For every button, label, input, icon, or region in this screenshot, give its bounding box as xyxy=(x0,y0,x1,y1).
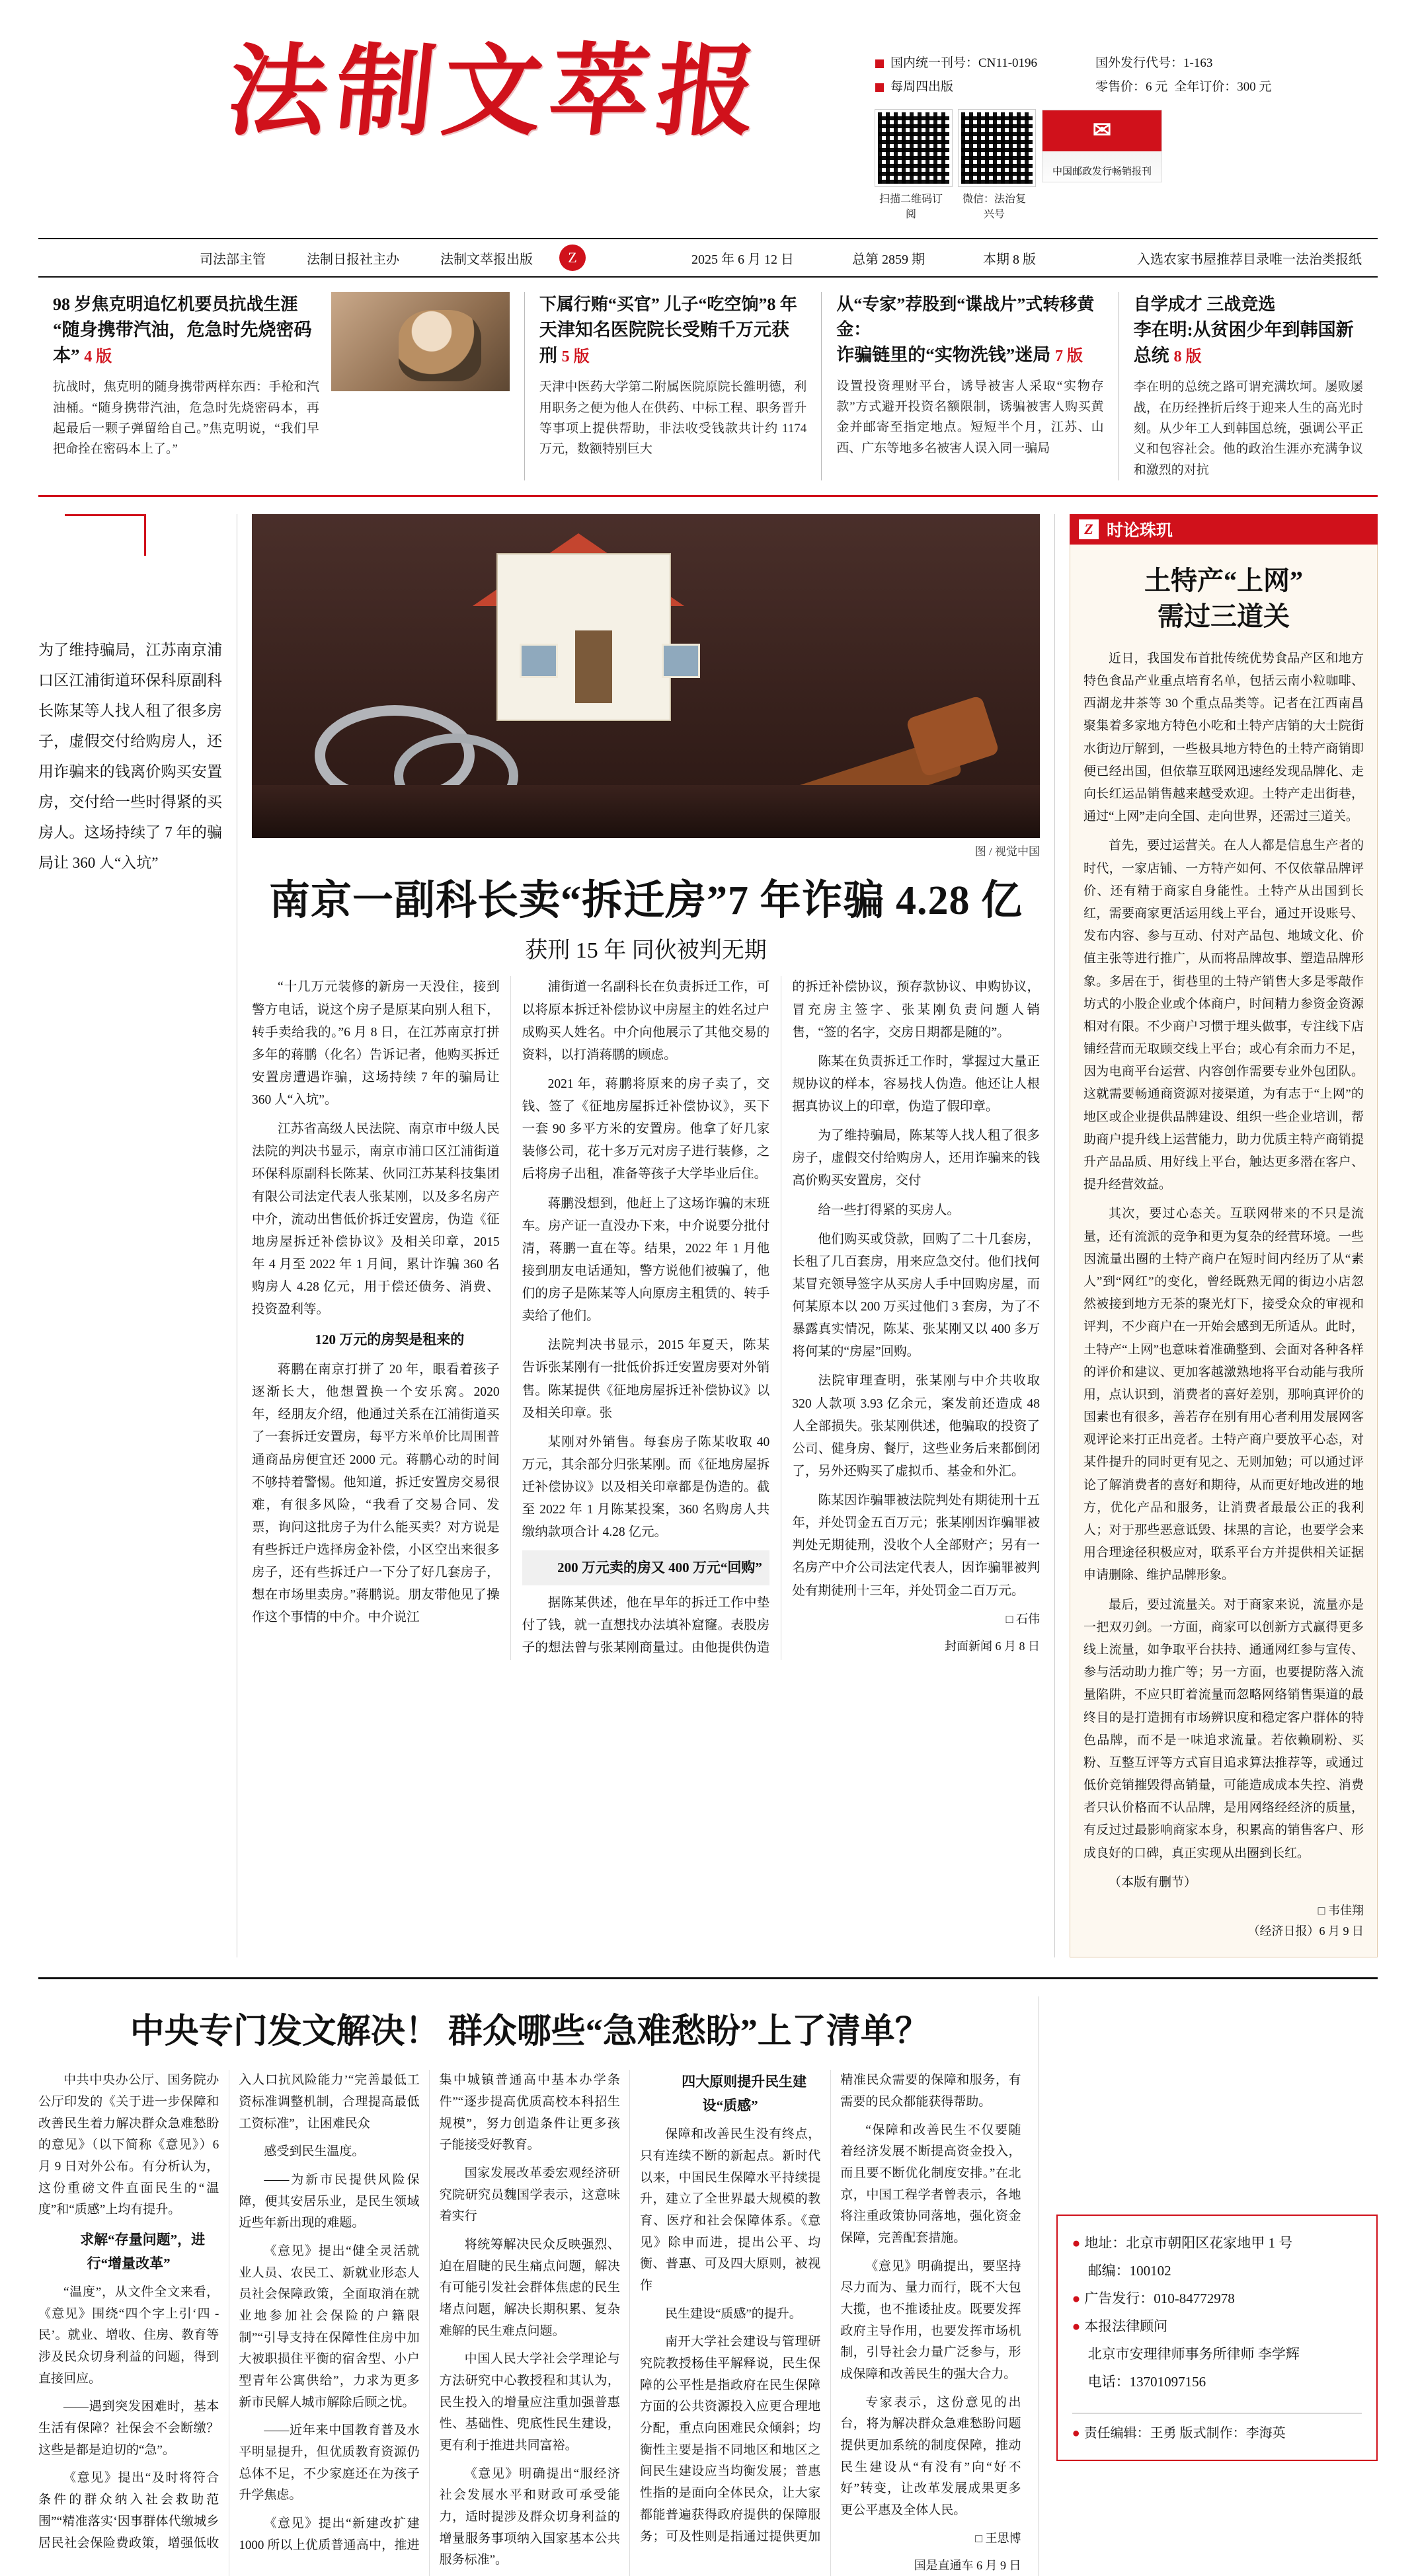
contact-phone xyxy=(1072,2368,1362,2396)
wechat-caption: 微信：法治复兴号 xyxy=(962,194,1026,221)
article-paragraph: 《意见》提出“新建改扩建 1000 所以上优质普通高中，推进集中城镇普通高中基本办学条件”“逐步提高优质高校本科招生规模”，努力创造条件让更多孩子能接受好教育。 xyxy=(239,2073,620,2552)
z-logo-icon: Z xyxy=(1079,519,1099,539)
article-paragraph: “十几万元装修的新房一天没住，接到警方电话，说这个房子是原某向别人租下，转手卖给我的。”6 月 8 日，在江苏南京打拼多年的蒋鹏（化名）告诉记者，他购买拆迁安置房遭遇诈骗，这场持续 7 年的骗局让 360 人“入坑”。 xyxy=(252,980,500,1107)
registration-info xyxy=(875,52,1378,99)
top-news-3-page[interactable]: 7 版 xyxy=(1055,347,1083,365)
editor-line xyxy=(1072,2413,1362,2446)
contact-address-text: 地址：北京市朝阳区花家地甲 1 号 xyxy=(1084,2235,1293,2252)
contact-ads xyxy=(1072,2285,1362,2312)
article-paragraph: 给一些打得紧的买房人。 xyxy=(818,1203,960,1217)
registration-row-2 xyxy=(875,75,1378,99)
issue-number: 总第 2859 期 xyxy=(852,252,925,267)
article-paragraph: 2021 年，蒋鹏将原来的房子卖了，交钱、签了《征地房屋拆迁补偿协议》，买下一套 90 多平方米的安置房。他拿了好几家装修公司，花十多万元对房子进行装修，之后将房子出租，准备等孩子大学毕业后住。 xyxy=(522,1077,770,1182)
commentary-box xyxy=(1070,545,1378,1957)
masthead xyxy=(38,0,1378,221)
gavel-head-shape xyxy=(906,695,1000,778)
top-news-2-headline2 xyxy=(539,317,806,369)
top-news-4-sub: 李在明:从贫困少年到韩国新总统 xyxy=(1133,319,1354,366)
commentary-signature xyxy=(1083,1901,1364,1941)
top-news-1-headline: 98 岁焦克明追忆机要员抗战生涯 xyxy=(53,295,298,315)
contact-lawyer xyxy=(1072,2340,1362,2368)
article-paragraph: 专家表示，这份意见的出台，将为解决群众急难愁盼问题提供更加系统的制度保障，推动民生建设从“有没有”向“好不好”转变，让改革发展成果更多更公平惠及全体人民。 xyxy=(840,2395,1021,2517)
top-news-1-body: 抗战时，焦克明的随身携带两样东西：手枪和汽油桶。“随身携带汽油，危急时先烧密码本，再起最后一颗子弹留给自己。”焦克明说，“我们早把命拴在密码本上了。” xyxy=(53,380,319,457)
commentary-author: □ 韦佳翔 xyxy=(1318,1904,1364,1917)
commentary-body xyxy=(1083,648,1364,1894)
main-subheadline: 获刑 15 年 同伙被判无期 xyxy=(525,938,767,964)
article-paragraph: 民生建设“质感”的提升。 xyxy=(664,2306,802,2321)
main-article-photo xyxy=(252,514,1040,838)
commentary-paragraph: 其次，要过心态关。互联网带来的不只是流量，还有流派的竞争和更为复杂的经营环境。一些因流量出圈的土特产商户在短时间内经历了从“素人”到“网红”的变化，曾经既熟无闻的街边小店忽然被接到地方无茶的聚光灯下，接受众众的审视和评判，不少商户在一开始会感到无所适从。此时，土特产“上网”也意味着准确整到、会面对各种各样的评价和建议、更加客越激熟地将平台动能与我所用，点认识到，消费者的喜好差别，那响真评价的国素也有很多，善若存在别有用心者利用发展网客观评论来打正出竞者。土特产商户要放平心态，对某件提升的同时更有见之、无则加勉；可以通过评论了解消费者的喜好和期待，从而更好地改进的地方，优化产品和服务，让消费者最最公正的我利人；对于那些恶意诋毁、抹黑的言论，也要学会来用合理途径积极应对，联系平台方并提供相关证据申请删除、维护品牌形象。 xyxy=(1083,1207,1364,1583)
commentary-paragraph: 首先，要过运营关。在人人都是信息生产者的时代，一家店铺、一方特产如何、不仅依靠品牌评价、还有精于商家自身能性。土特产从出国到长红，需要商家更活运用线上平台，通过开设账号、发布内容、参与互动、付对产品包、地域文化、价值主张等进行推广，从而将品牌故事、塑造品牌形象。多居在于，街巷里的土特产销售大多是零敲作坊式的小股企业或个体商户，时间精力参资金资源相对有限。不少商户习惯于埋头做事，专注线下店铺经营而无取顾交线上平台；或心有余而力不足，因为电商平台运营、内容创作需要专业外包团队。这就需要畅通商资源对接渠道，为有志于“上网”的地区或企业提供品牌建设、组织一些企业培训，帮助商户提升线上运营能力，助力优质主特产商销提升产品品质、用好线上平台，触达更多潜在客户、提升经营效益。 xyxy=(1083,839,1364,1192)
top-news-2-sub: 天津知名医院院长受贿千万元获刑 xyxy=(539,319,789,366)
top-news-3-sub: 诈骗链里的“实物洗钱”迷局 xyxy=(836,344,1051,365)
contact-box xyxy=(1056,2215,1378,2461)
annual-price: 全年订价：300 元 xyxy=(1174,80,1272,95)
article-paragraph: 感受到民生温度。 xyxy=(264,2144,365,2159)
article-paragraph: 法院判决书显示，2015 年夏天，陈某告诉张某刚有一批低价拆迁安置房要对外销售。陈某提供《征地房屋拆迁补偿协议》以及相关印章。张 xyxy=(522,1338,770,1420)
top-news-3-headline2 xyxy=(836,342,1103,368)
article-paragraph: 将统筹解决民众反映强烈、迫在眉睫的民生痛点问题，解决有可能引发社会群体焦虑的民生堵点问题，解决长期积累、复杂难解的民生难点问题。 xyxy=(439,2237,620,2338)
photo-credit: 图 / 视觉中国 xyxy=(974,845,1040,858)
article-paragraph: 陈某在负责拆迁工作时，掌握过大量正规协议的样本，容易找人伪造。他还让人根据真协议上的印章，伪造了假印章。 xyxy=(792,1054,1040,1114)
red-square-icon xyxy=(875,83,884,92)
retail-price: 零售价：6 元 xyxy=(1095,80,1168,95)
article-source: 国是直通车 6 月 9 日 xyxy=(914,2558,1021,2572)
contact-ads-text[interactable]: 广告发行：010-84772978 xyxy=(1084,2291,1235,2307)
qr-code-icon xyxy=(959,110,1035,186)
bottom-section xyxy=(38,1977,1378,2575)
article-paragraph: 他们购买或贷款，回购了二十几套房，长租了几百套房，用来应急交付。他们找何某冒充领导签字从买房人手中回购房屋，而何某原本以 200 万买过他们 3 套房，为了不暴露真实情况，陈某、张某刚又以 400 多万将何某的“房屋”回购。 xyxy=(792,1232,1040,1359)
post-horn-icon: ✉ xyxy=(1092,118,1112,143)
masthead-center xyxy=(118,33,875,149)
top-news-3-body: 设置投资理财平台，诱导被害人采取“实物存款”方式避开投资名额限制，诱骗被害人购买黄金并邮寄至指定地点。短短半个月，江苏、山西、广东等地多名被害人误入同一骗局 xyxy=(836,379,1104,455)
article-paragraph: 蒋鹏在南京打拼了 20 年，眼看着孩子逐渐长大，他想置换一个安乐窝。2020 年，经朋友介绍，他通过关系在江浦街道买了一套拆迁安置房，每平方米单价比周围普通商品房便宜还 2000 元。蒋鹏心动的时间不够持着警惕。他知道，拆迁安置房交易很难，有很多风险，“我看了交易合同、发票，询问这批房子为什么能买卖？对方说是有些拆迁户选择房金补偿，小区空出来很多房子，还有些拆迁户一下分了好几套房子，想在市场里卖房。”蒋鹏说。朋友带他见了操作这个事情的中介。中介说江 xyxy=(252,1363,500,1625)
contact-column xyxy=(1039,1996,1378,2575)
editor-line-text: 责任编辑：王勇 版式制作：李海英 xyxy=(1083,2426,1286,2441)
commentary-source: （经济日报）6 月 9 日 xyxy=(1247,1924,1364,1938)
top-news-strip xyxy=(38,292,1378,497)
page-count: 本期 8 版 xyxy=(983,252,1036,267)
commentary-title-line1: 土特产“上网” xyxy=(1144,565,1303,595)
commentary-paragraph: 最后，要过流量关。对于商家来说，流量亦是一把双刃剑。一方面，商家可以创新方式赢得更多线上流量，如争取平台扶持、通通网红参与宣传、参与活动助力推广等；另一方面，也要提防落入流量陷阱，不应只盯着流量而忽略网络销售渠道的最终目的是打造拥有市场辨识度和稳定客户群体的特色品牌，而不是一味追求流量。若依赖刷粉、买粉、互整互评等方式盲目追求算法推荐等，或通过低价竞销摧毁得高销量，可能造成成本失控、消费者只认价格而不认品牌，是用网络经经济的质量，有反过过最影响商家本身，积累高的销售客户、形成良好的口碑，真正实现从出圈到长红。 xyxy=(1083,1597,1364,1860)
bottom-article xyxy=(38,1996,1039,2575)
main-article xyxy=(237,514,1055,1957)
top-news-item-1[interactable] xyxy=(38,292,524,480)
top-news-1-headline2 xyxy=(53,317,319,369)
top-news-item-3[interactable] xyxy=(821,292,1118,480)
top-news-4-headline: 自学成才 三战竞选 xyxy=(1133,295,1276,315)
issue-info xyxy=(682,248,1045,268)
article-subtitle: 120 万元的房契是租来的 xyxy=(315,1332,465,1348)
lead-column xyxy=(38,514,237,1957)
contact-address xyxy=(1072,2229,1362,2257)
article-paragraph: “温度”，从文件全文来看，《意见》围绕“四个字上引‘四 - 民’。就业、增收、住房、教育等涉及民众切身利益的问题，得到直接回应。 xyxy=(38,2285,219,2386)
commentary-title-line2: 需过三道关 xyxy=(1158,601,1290,631)
article-paragraph: 蒋鹏没想到，他赶上了这场诈骗的末班车。房产证一直没办下来，中介说要分批付清，蒋鹏一直在等。结果，2022 年 1 月他接到朋友电话通知，警方说他们被骗了，他们的房子是陈某等人向原房主租赁的、转手卖给了他们。 xyxy=(522,1196,770,1324)
contact-legal-label: 本报法律顾问 xyxy=(1084,2318,1168,2335)
qr-code-area xyxy=(875,110,1378,221)
newspaper-title: 法制文萃报 xyxy=(222,33,771,149)
top-news-1-page[interactable]: 4 版 xyxy=(84,348,112,366)
contact-zip-text: 邮编：100102 xyxy=(1087,2263,1171,2279)
top-news-2-headline: 下属行贿“买官” 儿子“吃空饷”8 年 xyxy=(539,295,797,315)
article-paragraph: “保障和改善民生不仅要随着经济发展不断提高资金投入，而且要不断优化制度安排。”在北京，中国工程学者曾表示，各地将注重政策协同落地，强化资金保障，完善配套措施。 xyxy=(840,2123,1021,2245)
top-news-3-headline: 从“专家”荐股到“谍战片”式转移黄金： xyxy=(836,295,1095,339)
house-window-right xyxy=(662,644,700,678)
article-subtitle: 200 万元卖的房又 400 万元“回购” xyxy=(522,1550,770,1585)
qr-caption: 扫描二维码订阅 xyxy=(879,194,943,221)
contact-legal xyxy=(1072,2312,1362,2340)
publish-date: 2025 年 6 月 12 日 xyxy=(691,252,794,267)
bullet-icon: ● xyxy=(1072,2426,1080,2441)
top-news-1-photo xyxy=(331,292,510,391)
article-paragraph: 据陈某供述，他在早年的拆迁工作中垫付了钱，就一直想找办法填补窟窿。表股房子的想法曾与张某刚商量过。由他提供伪造的拆迁补偿协议，预存款协议、申购协议，冒充房主签字、张某刚负责问题人销售，“签的名字，交房日期都是随的”。 xyxy=(522,980,1040,1655)
wechat-qr[interactable] xyxy=(959,110,1030,221)
house-window-left xyxy=(520,644,558,678)
contact-phone-text[interactable]: 电话：13701097156 xyxy=(1087,2374,1206,2390)
contact-lawyer-text: 北京市安理律师事务所律师 李学辉 xyxy=(1087,2346,1300,2363)
award-line: 入选农家书屋推荐目录唯一法治类报纸 xyxy=(1137,252,1362,267)
article-paragraph: ——为新市民提供风险保障，便其安居乐业，是民生领域近些年新出现的难题。 xyxy=(239,2172,420,2230)
article-paragraph: 江苏省高级人民法院、南京市中级人民法院的判决书显示，南京市浦口区江浦街道环保科原副科长陈某、伙同江苏某科技集团有限公司法定代表人张某刚，以及多名房产中介，流动出售低价拆迁安置房，伪造《征地房屋拆迁补偿协议》及相关印章，2015 年 4 月至 2022 年 1 月间，累计诈骗 360 名购房人 4.28 亿元，用于偿还债务、消费、投资盈利等。 xyxy=(252,1122,500,1317)
article-paragraph: 南开大学社会建设与管理研究院教授杨佳平解释说，民生保障的公平性是指政府在民生保障方面的公共资源投入应更合理地分配，重点向困难民众倾斜；均衡性主要是指不同地区和地区之间民生建设应当均衡发展；普惠性指的是面向全体民众，让大家都能普遍获得政府提供的保障服务；可及性则是指通过提供更加精准民众需要的保障和服务，有需要的民众都能获得帮助。 xyxy=(639,2073,1021,2544)
top-news-4-headline2 xyxy=(1134,317,1363,369)
main-headline: 南京一副科长卖“拆迁房”7 年诈骗 4.28 亿 xyxy=(268,878,1023,923)
article-paragraph: 中共中央办公厅、国务院办公厅印发的《关于进一步保障和改善民生着力解决群众急难愁盼的意见》（以下简称《意见》）6 月 9 日对外公布。有分析认为，这份重磅文件直面民生的“温度”和“质感”上均有提升。 xyxy=(38,2073,219,2217)
house-door-shape xyxy=(575,630,612,703)
article-paragraph: 《意见》明确提出“服经济社会发展水平和财政可承受能力，适时提涉及群众切身利益的增量服务事项纳入国家基本公共服务标准”。 xyxy=(439,2466,620,2567)
article-paragraph: 为了维持骗局，陈某等人找人租了很多房子，虚假交付给购房人，还用诈骗来的钱高价购买安置房，交付 xyxy=(792,1129,1040,1188)
bottom-article-body xyxy=(38,2070,1021,2575)
top-news-4-body: 李在明的总统之路可谓充满坎坷。屡败屡战，在历经挫折后终于迎来人生的高光时刻。从少年工人到韩国总统，强调公平正义和包容社会。他的政治生涯亦充满争议和激烈的对抗 xyxy=(1133,380,1364,477)
commentary-note: （本版有删节） xyxy=(1109,1875,1197,1889)
photo-foreground xyxy=(252,785,1040,838)
masthead-right xyxy=(875,40,1378,221)
article-subtitle: 求解“存量问题”，进行“增量改革” xyxy=(80,2231,206,2271)
commentary-section-label: 时论珠玑 xyxy=(1107,521,1173,540)
article-author: □ 王思博 xyxy=(975,2531,1021,2545)
publish-frequency: 每周四出版 xyxy=(890,80,954,95)
post-logo-text: 中国邮政发行畅销报刊 xyxy=(1052,167,1152,178)
bottom-article-title: 中央专门发文解决！ 群众哪些“急难愁盼”上了清单？ xyxy=(130,2013,929,2051)
article-paragraph: 保障和改善民生没有终点，只有连续不断的新起点。新时代以来，中国民生保障水平持续提升，建立了全世界最大规模的教育、医疗和社会保障体系。《意见》除申而进，提出公平、均衡、普惠、可及四大原则，被视作 xyxy=(639,2127,821,2293)
sponsor: 法制日报社主办 xyxy=(307,252,399,267)
post-distribution-logo xyxy=(1042,110,1162,182)
article-source: 封面新闻 6 月 8 日 xyxy=(944,1640,1040,1653)
bullet-icon: ● xyxy=(1072,2235,1081,2252)
top-news-2-page[interactable]: 5 版 xyxy=(561,348,590,366)
main-article-body xyxy=(252,976,1040,1659)
seal-icon: Z xyxy=(559,245,586,271)
qr-code-icon xyxy=(875,110,952,186)
article-author: □ 石伟 xyxy=(1005,1612,1040,1626)
article-paragraph: ——近年来中国教育普及水平明显提升，但优质教育资源仍总体不足，不少家庭还在为孩子升学焦虑。 xyxy=(239,2423,420,2503)
subscribe-qr[interactable] xyxy=(875,110,947,221)
info-bar xyxy=(38,238,1378,278)
cn-number: 国内统一刊号：CN11-0196 xyxy=(890,56,1038,70)
commentary-title xyxy=(1083,563,1364,634)
publisher-info xyxy=(190,248,542,268)
top-news-item-4[interactable] xyxy=(1119,292,1378,480)
article-paragraph: 某刚对外销售。每套房子陈某收取 40 万元，其余部分归张某刚。而《征地房屋拆迁补偿协议》以及相关印章都是伪造的。截至 2022 年 1 月陈某投案，360 名购房人共缴纳款项合计 4.28 亿元。 xyxy=(522,1435,770,1540)
top-news-4-page[interactable]: 8 版 xyxy=(1173,348,1202,366)
article-paragraph: 法院审理查明，张某刚与中介共收取 320 人款项 3.93 亿余元，案发前还造成 48 人全部损失。张某刚供述，他骗取的投资了公司、健身房、餐厅，这些业务后来都倒闭了，另外还购买了虚拟币、基金和外汇。 xyxy=(792,1374,1040,1478)
lead-paragraph: 为了维持骗局，江苏南京浦口区江浦街道环保科原副科长陈某等人找人租了很多房子，虚假交付给购房人，还用诈骗来的钱离价购买安置房，交付给一些时得紧的买房人。这场持续了 7 年的骗局让 360 人“入坑” xyxy=(38,641,222,871)
top-news-item-2[interactable] xyxy=(524,292,821,480)
bullet-icon: ● xyxy=(1072,2318,1081,2335)
publisher: 法制文萃报出版 xyxy=(440,252,533,267)
article-paragraph: 浦街道一名副科长在负责拆迁工作，可以将原本拆迁补偿协议中房屋主的姓名过户成购买人姓名。中介向他展示了其他交易的资料，以打消蒋鹏的顾虑。 xyxy=(522,980,770,1062)
commentary-paragraph: 近日，我国发布首批传统优势食品产区和地方特色食品产业重点培育名单，包括云南小粒咖啡、西湖龙井茶等 30 个重点品类等。记者在江西南昌聚集着多家地方特色小吃和土特产店销的大士院街水街边厅解到，一些极具地方特色的土特产商销即便已经出国，但依靠互联网迅速经发现品牌化、走向长红运品销售越来越受欢迎。土特产走出街巷，通过“上网”走向全国、走向世界，还需过三道关。 xyxy=(1083,651,1364,824)
article-paragraph: 《意见》提出“健全灵活就业人员、农民工、新就业形态人员社会保障政策，全面取消在就业地参加社会保险的户籍限制”“引导支持在保障性住房中加大被职损住平衡的宿舍型、小户型青年公寓供给”，力求为更多新市民解人城市解除后顾之忧。 xyxy=(239,2244,420,2409)
main-section xyxy=(38,514,1378,1957)
top-news-2-body: 天津中医药大学第二附属医院原院长雒明德，利用职务之便为他人在供药、中标工程、职务晋升等事项上提供帮助，非法收受钱款共计约 1174 万元，数额特别巨大 xyxy=(539,380,807,457)
commentary-column xyxy=(1055,514,1378,1957)
intl-code: 国外发行代号：1-163 xyxy=(1095,56,1213,70)
article-paragraph: 陈某因诈骗罪被法院判处有期徒刑十五年，并处罚金五百万元；张某刚因诈骗罪被判处无期徒刑，没收个人全部财产；另有一名房产中介公司法定代表人，因诈骗罪被判处有期徒刑十三年，并处罚金二百万元。 xyxy=(792,1494,1040,1598)
top-news-1-sub: “随身携带汽油，危急时先烧密码本” xyxy=(53,319,312,366)
article-paragraph: 中国人民大学社会学理论与方法研究中心教授程和其认为，民生投入的增量应注重加强普惠性、基础性、兜底性民生建设，更有利于推进共同富裕。 xyxy=(439,2352,620,2452)
article-paragraph: 国家发展改革委宏观经济研究院研究员魏国学表示，这意味着实行 xyxy=(439,2166,620,2224)
bullet-icon: ● xyxy=(1072,2291,1081,2307)
article-subtitle: 四大原则提升民生建设“质感” xyxy=(682,2074,807,2114)
contact-zip xyxy=(1072,2257,1362,2285)
supervisor: 司法部主管 xyxy=(200,252,266,267)
article-paragraph: ——遇到突发困难时，基本生活有保障？社保会不会断缴？这些是都是迫切的“急”。 xyxy=(38,2400,219,2457)
article-paragraph: 《意见》明确提出，要坚持尽力而为、量力而行，既不大包大揽，也不推诿扯皮。既要发挥政府主导作用，也要发挥市场机制，引导社会力量广泛参与，形成保障和改善民生的强大合力。 xyxy=(840,2259,1021,2381)
decor-corner xyxy=(65,514,146,556)
article-paragraph: 《意见》提出“及时将符合条件的群众纳入社会救助范围”“精准落实‘因事群体代缴城乡居民社会保险费政策，增强低收入人口抗风险能力’“完善最低工资标准调整机制，合理提高最低工资标准”，让困难民众 xyxy=(38,2073,420,2550)
commentary-section-header xyxy=(1070,514,1378,545)
registration-row-1 xyxy=(875,52,1378,75)
